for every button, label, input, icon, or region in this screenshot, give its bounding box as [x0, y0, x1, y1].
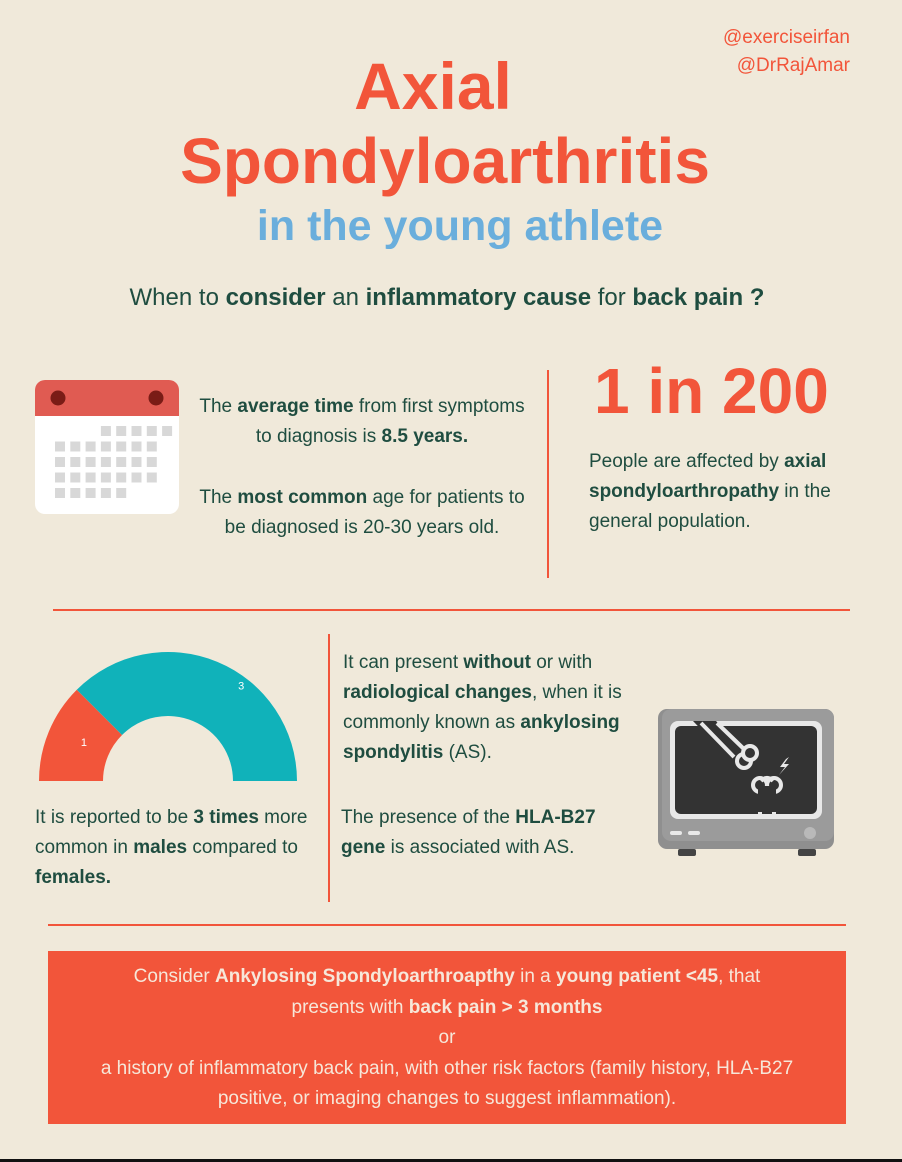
average-time-text: The average time from first symptoms to diagnosis is 8.5 years.	[199, 396, 525, 447]
calendar-icon	[35, 380, 179, 514]
sex-ratio-chart	[38, 650, 298, 782]
chart-data-label: 1	[80, 737, 87, 750]
prevalence-stat: 1 in 200	[594, 355, 829, 427]
subtitle: in the young athlete	[256, 202, 664, 250]
vertical-divider	[547, 370, 549, 578]
chart-data-label: 3	[238, 680, 245, 693]
vertical-divider	[328, 634, 330, 902]
callout-box	[48, 951, 846, 1124]
callout-line-1: Consider Ankylosing Spondyloarthroapthy in a young patient <45, that presents with back pain > 3 months	[133, 966, 761, 1018]
title-line-1: Axial	[354, 49, 512, 123]
hla-b27-text: The presence of the HLA-B27 gene is associated with AS.	[341, 807, 596, 858]
handle-exerciseirfan: @exerciseirfan	[723, 27, 850, 48]
sex-ratio-caption: It is reported to be 3 times more common in males compared to females.	[35, 807, 308, 888]
horizontal-divider	[48, 924, 846, 926]
callout-or: or	[438, 1027, 456, 1048]
question-heading: When to consider an inflammatory cause for back pain ?	[129, 284, 765, 311]
prevalence-text: People are affected by axial spondyloarthropathy in the general population.	[589, 451, 831, 532]
handle-drrajamar: @DrRajAmar	[736, 55, 850, 76]
callout-line-2: a history of inflammatory back pain, with other risk factors (family history, HLA-B27 positive, or imaging changes to suggest inflammation).	[100, 1057, 794, 1109]
common-age-text: The most common age for patients to be diagnosed is 20-30 years old.	[199, 487, 525, 538]
radiological-text: It can present without or with radiological changes, when it is commonly known as ankylosing spondylitis (AS).	[343, 652, 622, 763]
horizontal-divider	[53, 609, 850, 611]
chart-segment-male	[77, 652, 297, 781]
title-line-2: Spondyloarthritis	[180, 125, 710, 197]
xray-monitor-icon	[658, 709, 834, 857]
